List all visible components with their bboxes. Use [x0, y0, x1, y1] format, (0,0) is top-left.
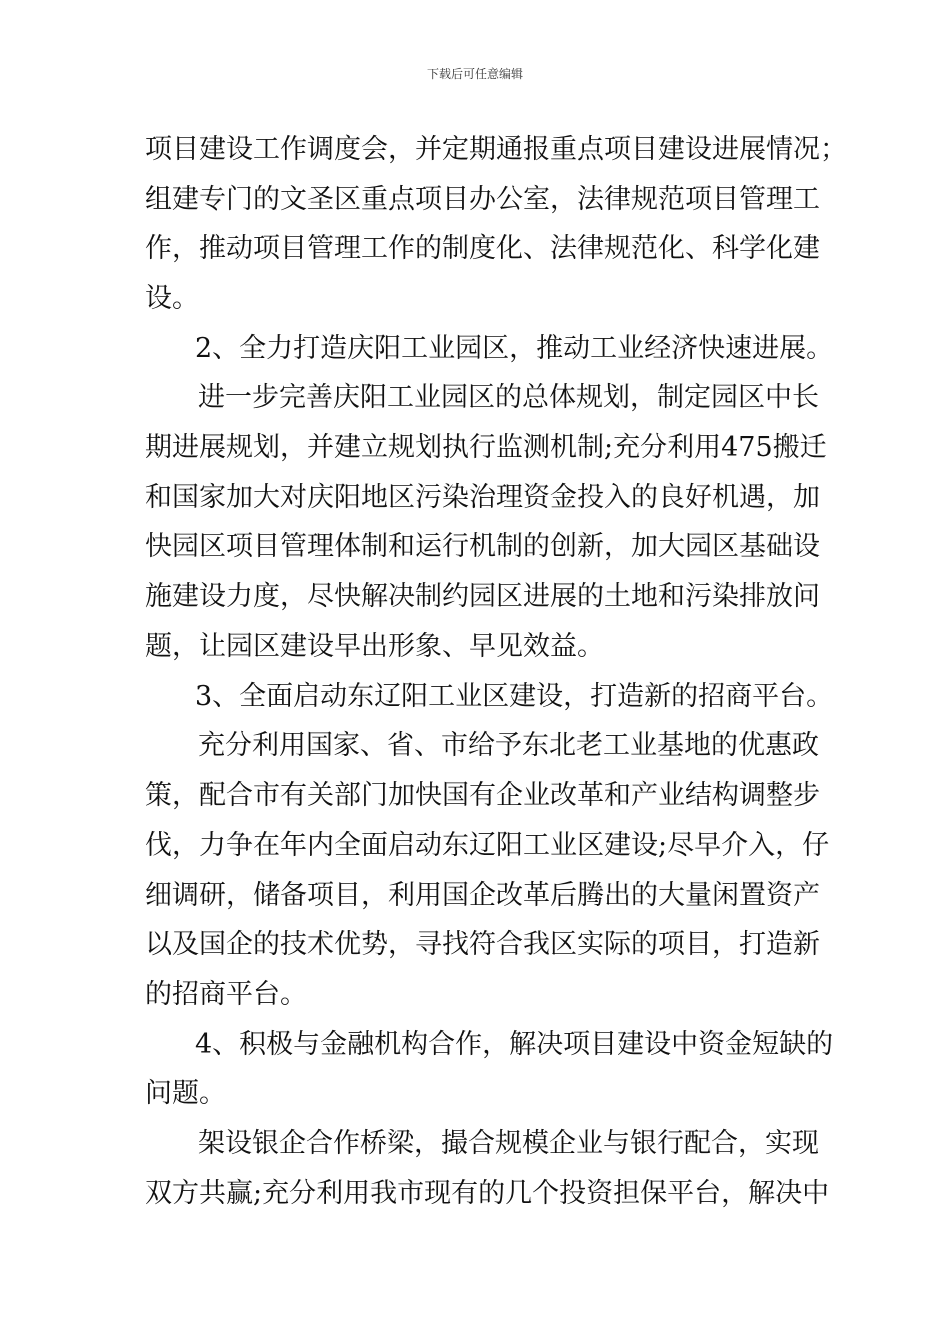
- section-heading-3: 3、全面启动东辽阳工业区建设，打造新的招商平台。: [195, 681, 834, 712]
- body-line: 组建专门的文圣区重点项目办公室，法律规范项目管理工: [145, 184, 820, 215]
- body-line: 的招商平台。: [145, 979, 307, 1010]
- body-line: 细调研，储备项目，利用国企改革后腾出的大量闲置资产: [145, 880, 820, 911]
- body-line: 施建设力度，尽快解决制约园区进展的土地和污染排放问: [145, 581, 820, 612]
- body-line: 和国家加大对庆阳地区污染治理资金投入的良好机遇，加: [145, 482, 820, 513]
- body-line: 设。: [145, 283, 199, 314]
- body-line: 双方共赢;充分利用我市现有的几个投资担保平台，解决中: [145, 1178, 830, 1209]
- paragraph-first-line: 进一步完善庆阳工业园区的总体规划，制定园区中长: [198, 382, 819, 413]
- body-line: 期进展规划，并建立规划执行监测机制;充分利用475搬迁: [145, 432, 827, 463]
- body-line: 策，配合市有关部门加快国有企业改革和产业结构调整步: [145, 780, 820, 811]
- body-line: 作，推动项目管理工作的制度化、法律规范化、科学化建: [145, 233, 820, 264]
- section-heading-2: 2、全力打造庆阳工业园区，推动工业经济快速进展。: [195, 333, 834, 364]
- body-line: 快园区项目管理体制和运行机制的创新，加大园区基础设: [145, 531, 820, 562]
- body-line: 问题。: [145, 1078, 226, 1109]
- body-line: 题，让园区建设早出形象、早见效益。: [145, 631, 604, 662]
- section-heading-4: 4、积极与金融机构合作，解决项目建设中资金短缺的: [195, 1029, 834, 1060]
- page-header-note: 下载后可任意编辑: [426, 67, 523, 81]
- paragraph-first-line: 充分利用国家、省、市给予东北老工业基地的优惠政: [198, 730, 819, 761]
- body-line: 伐，力争在年内全面启动东辽阳工业区建设;尽早介入，仔: [145, 830, 830, 861]
- body-line: 项目建设工作调度会，并定期通报重点项目建设进展情况；: [145, 134, 847, 165]
- paragraph-first-line: 架设银企合作桥梁，撮合规模企业与银行配合，实现: [198, 1128, 819, 1159]
- body-line: 以及国企的技术优势，寻找符合我区实际的项目，打造新: [145, 929, 820, 960]
